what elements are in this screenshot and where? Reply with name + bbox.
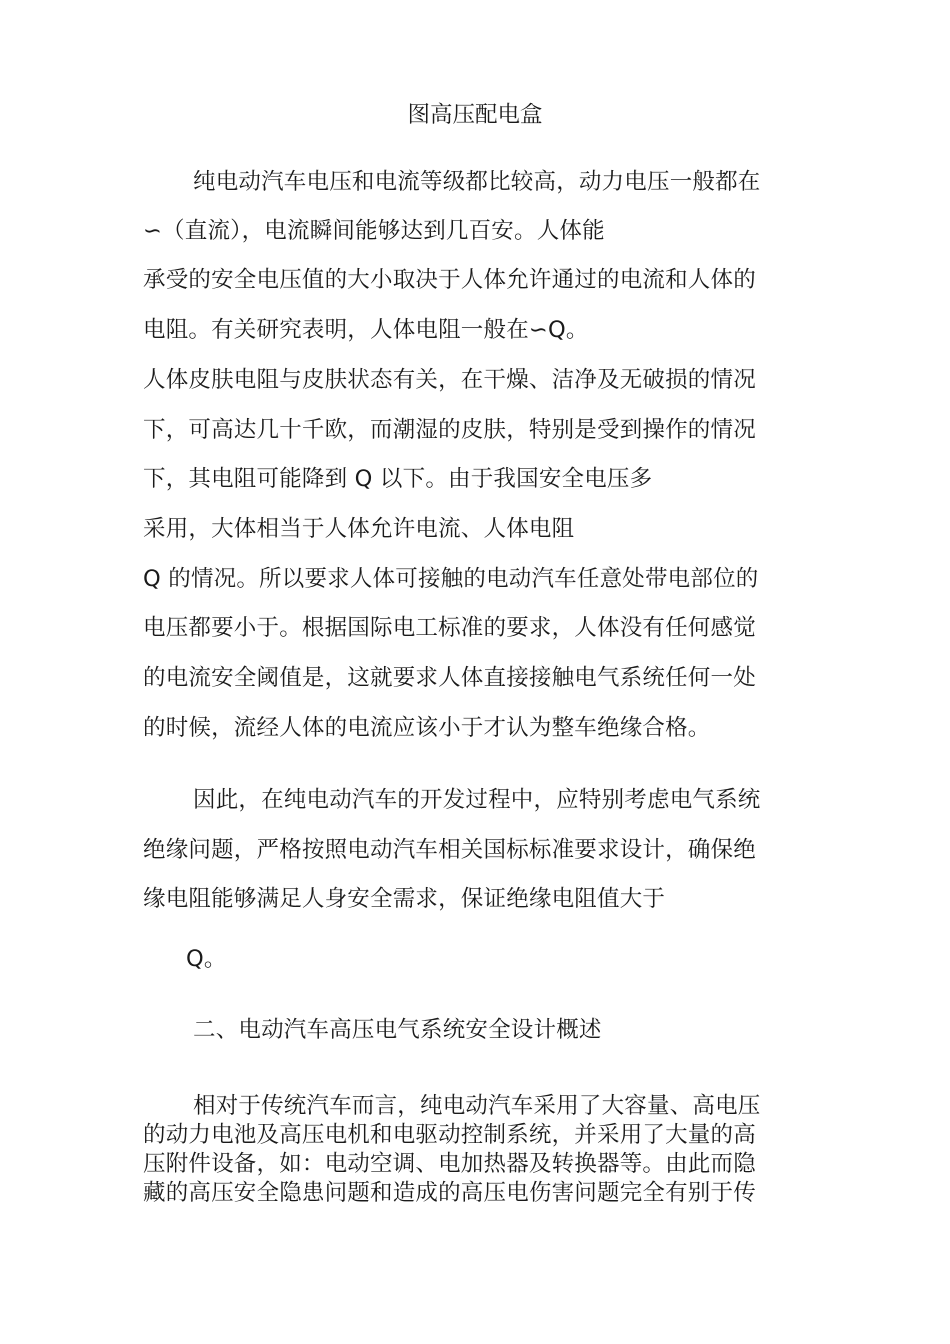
paragraph-line: 下，其电阻可能降到 Q 以下。由于我国安全电压多 — [143, 466, 653, 492]
figure-caption: 图高压配电盒 — [407, 102, 543, 128]
paragraph-line: Q。 — [186, 946, 227, 972]
paragraph-line: 采用，大体相当于人体允许电流、人体电阻 — [143, 516, 575, 542]
paragraph-line: Q 的情况。所以要求人体可接触的电动汽车任意处带电部位的 — [143, 566, 759, 592]
section-heading: 二、电动汽车高压电气系统安全设计概述 — [193, 1017, 602, 1043]
paragraph-line: 相对于传统汽车而言，纯电动汽车采用了大容量、高电压 — [193, 1093, 761, 1119]
paragraph-line: 人体皮肤电阻与皮肤状态有关，在干燥、洁净及无破损的情况 — [143, 367, 756, 393]
paragraph-line: 的电流安全阈值是，这就要求人体直接接触电气系统任何一处 — [143, 665, 756, 691]
paragraph-line: 下，可高达几十千欧，而潮湿的皮肤，特别是受到操作的情况 — [143, 417, 756, 443]
paragraph-line: 承受的安全电压值的大小取决于人体允许通过的电流和人体的 — [143, 267, 756, 293]
paragraph-line: 的动力电池及高压电机和电驱动控制系统，并采用了大量的高 — [143, 1122, 756, 1148]
paragraph-line: 电压都要小于。根据国际电工标准的要求，人体没有任何感觉 — [143, 615, 756, 641]
paragraph-line: 绝缘问题，严格按照电动汽车相关国标标准要求设计，确保绝 — [143, 837, 756, 863]
paragraph-line: ∽（直流），电流瞬间能够达到几百安。人体能 — [143, 218, 605, 244]
paragraph-line: 的时候，流经人体的电流应该小于才认为整车绝缘合格。 — [143, 715, 711, 741]
paragraph-line: 藏的高压安全隐患问题和造成的高压电伤害问题完全有别于传 — [143, 1180, 756, 1206]
paragraph-line: 缘电阻能够满足人身安全需求，保证绝缘电阻值大于 — [143, 886, 666, 912]
paragraph-line: 电阻。有关研究表明，人体电阻一般在∽Q。 — [143, 317, 589, 343]
paragraph-line: 纯电动汽车电压和电流等级都比较高，动力电压一般都在 — [193, 169, 761, 195]
paragraph-line: 压附件设备，如：电动空调、电加热器及转换器等。由此而隐 — [143, 1151, 756, 1177]
paragraph-line: 因此，在纯电动汽车的开发过程中，应特别考虑电气系统 — [193, 787, 761, 813]
